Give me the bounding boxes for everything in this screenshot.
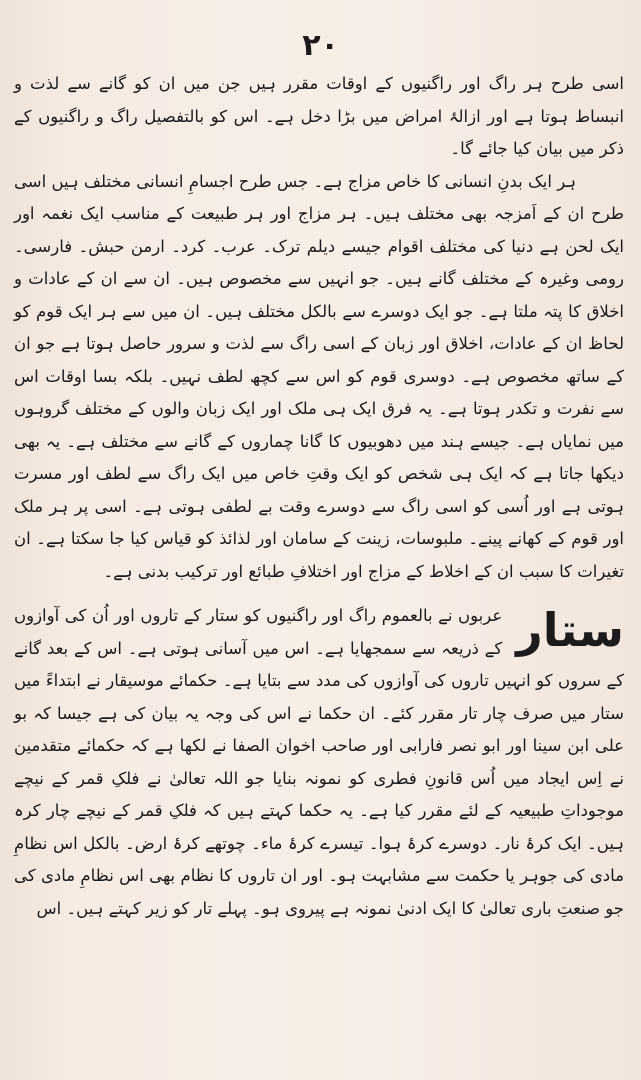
page-number: ۲۰ — [302, 28, 339, 63]
paragraph-sitar: عربوں نے بالعموم راگ اور راگنیوں کو ستار کے تاروں اور اُن کی آوازوں کے ذریعہ سے سمجھایا ہے۔ اس میں آسانی ہوتی ہے۔ اس کے بعد گانے کے سروں کو انہیں تاروں کی آوازوں کی مدد سے بتایا ہے۔ حکمائے موسیقار نے ابتداءً میں ستار میں صرف چار تار مقرر کئے۔ ان حکما نے اس کی وجہ یہ بیان کی ہے جیسا کہ بو علی ابن سینا اور ابو نصر فارابی اور صاحب اخوان الصفا نے لکھا ہے کہ حکمائے متقدمین نے اِس ایجاد میں اُس قانونِ فطری کو نمونہ بنایا جو اللہ تعالیٰ نے فلکِ قمر کے نیچے موجوداتِ طبیعیہ کے لئے مقرر کیا ہے۔ یہ حکما کہتے ہیں کہ فلکِ قمر کے نیچے چار کرہ ہیں۔ ایک کرۂ نار۔ دوسرے کرۂ ہوا۔ تیسرے کرۂ ماء۔ چوتھے کرۂ ارض۔ بالکل اس نظامِ مادی کی جوہر یا حکمت سے مشابہت ہو۔ اور ان تاروں کا نظام بھی اس نظامِ مادی کی جو صنعتِ باری تعالیٰ کا ایک ادنیٰ نمونہ ہے پیروی ہو۔ پہلے تار کو زیر کہتے ہیں۔ اس — [14, 606, 624, 918]
page-body — [14, 68, 624, 925]
paragraph-temperaments: ہر ایک بدنِ انسانی کا خاص مزاج ہے۔ جس طرح اجسامِ انسانی مختلف ہیں اسی طرح ان کے اَمزجہ بھی مختلف ہیں۔ ہر مزاج اور ہر طبیعت کے مناسب ایک نغمہ اور ایک لحن ہے دنیا کی مختلف اقوام جیسے دیلم ترک۔ عرب۔ کرد۔ ارمن حبش۔ فارسی۔ رومی وغیرہ کے مختلف گانے ہیں۔ جو انہیں سے مخصوص ہیں۔ ان سے ان کے عادات و اخلاق کا پتہ ملتا ہے۔ جو ایک دوسرے سے بالکل مختلف ہیں۔ ان میں سے ہر ایک قوم کو لحاظ ان کے عادات، اخلاق اور زبان کے اسی راگ سے لذت و سرور حاصل ہوتا ہے جو ان کے ساتھ مخصوص ہے۔ دوسری قوم کو اس سے کچھ لطف نہیں۔ بلکہ بسا اوقات اس سے نفرت و تکدر ہوتا ہے۔ یہ فرق ایک ہی ملک اور ایک زبان والوں کے مختلف گروہوں میں نمایاں ہے۔ جیسے ہند میں دھوبیوں کا گانا چماروں کے گانے سے مختلف ہے۔ یہ بھی دیکھا جاتا ہے کہ ایک ہی شخص کو ایک وقتِ خاص میں ایک راگ سے لطف اور مسرت ہوتی ہے اور اُسی کو اسی راگ سے دوسرے وقت بے لطفی ہوتی ہے۔ اسی پر ہر ملک اور قوم کے کھانے پینے۔ ملبوسات، زینت کے سامان اور لذائذ کو قیاس کیا جا سکتا ہے۔ ان تغیرات کا سبب ان کے اخلاط کے مزاج اور اختلافِ طبائع اور ترکیب بدنی ہے۔ — [14, 171, 624, 581]
section-sitar — [14, 600, 624, 925]
paragraph-raga-timings: اسی طرح ہر راگ اور راگنیوں کے اوقات مقرر ہیں جن میں ان کو گانے سے لذت و انبساط ہوتا ہے اور ازالۂ امراض میں بڑا دخل ہے۔ اس کو بالتفصیل راگ و راگنیوں کے ذکر میں بیان کیا جائے گا۔ — [14, 74, 624, 158]
section-heading-sitar: ستار — [516, 603, 624, 657]
